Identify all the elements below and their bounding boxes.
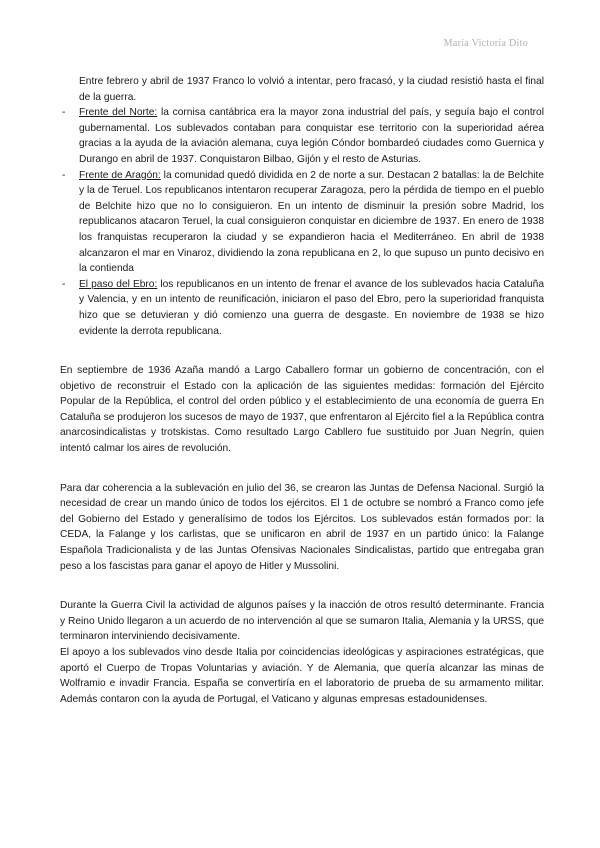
bullet-title: Frente de Aragón: (79, 169, 161, 181)
spacer (60, 339, 544, 363)
bullet-title: Frente del Norte: (79, 107, 158, 119)
author-header: María Victoria Dito (443, 38, 528, 49)
bullet-dash: - (62, 278, 66, 290)
front-list (60, 105, 544, 339)
bullet-dash: - (62, 169, 66, 181)
bullet-text: la comunidad quedó dividida en 2 de norte a sur. Destacan 2 batallas: la de Belchite y la de Teruel. Los republicanos intentaron recuperar Zaragoza, pero la pérdida de tiempo en el pueblo de Belchite hizo que no lo consiguieron. En un intento de disminuir la presión sobre Madrid, los republicanos atacaron Teruel, la cual consiguieron conquistar en diciembre de 1937. En enero de 1938 los franquistas recuperaron la ciudad y se expandieron hacia el Mediterráneo. En abril de 1938 alcanzaron el mar en Vinaroz, dividiendo la zona republicana en 2, lo que supuso un punto decisivo en la contienda (79, 169, 544, 275)
paragraph-internacional: Durante la Guerra Civil la actividad de algunos países y la inacción de otros resultó determinante. Francia y Reino Unido llegaron a un acuerdo de no intervención al que se sumaron Italia, Alemania y la URSS, que terminaron interviniendo decisivamente. (60, 600, 544, 643)
bullet-paso-ebro (60, 277, 544, 339)
bullet-text: la cornisa cantábrica era la mayor zona industrial del país, y seguía bajo el control gubernamental. Los sublevados contaban para conquistar ese territorio con la superioridad aérea gracias a la ayuda de la aviación alemana, cuya legión Cóndor bombardeó ciudades como Guernica y Durango en abril de 1937. Conquistaron Bilbao, Gijón y el resto de Asturias. (79, 107, 544, 165)
paragraph-sublevacion: Para dar coherencia a la sublevación en julio del 36, se crearon las Juntas de Defensa Nacional. Surgió la necesidad de crear un mando único de todos los ejércitos. El 1 de octubre se nombró a Franco como jefe del Gobierno del Estado y generalísimo de todos los Ejércitos. Los sublevados están formados por: la CEDA, la Falange y los carlistas, que se unificaron en abril de 1937 en un partido único: la Falange Española Tradicionalista y de las Juntas Ofensivas Nacionales Sindicalistas, partido que entregaba gran peso a los fascistas para ganar el apoyo de Hitler y Mussolini. (60, 482, 544, 572)
intro-paragraph: Entre febrero y abril de 1937 Franco lo volvió a intentar, pero fracasó, y la ciudad resistió hasta el final de la guerra. (79, 76, 544, 103)
document-body (60, 74, 544, 707)
spacer (60, 457, 544, 481)
bullet-text: los republicanos en un intento de frenar el avance de los sublevados hacia Cataluña y Valencia, y en un intento de reunificación, iniciaron el paso del Ebro, pero la superioridad franquista hizo que se detuvieran y dió comienzo una guerra de desgaste. En noviembre de 1938 se hizo evidente la derrota republicana. (79, 278, 544, 337)
bullet-frente-norte (60, 105, 544, 167)
paragraph-apoyo: El apoyo a los sublevados vino desde Italia por coincidencias ideológicas y aspiraciones estratégicas, que aportó el Cuerpo de Tropas Voluntarias y aviación. Y de Alemania, que quería alcanzar las minas de Wolframio e invadir Francia. España se convertiría en el laboratorio de prueba de su armamento militar. Además contaron con la ayuda de Portugal, el Vaticano y algunas empresas estadounidenses. (60, 647, 544, 705)
bullet-title: El paso del Ebro: (79, 278, 158, 290)
paragraph-gobierno: En septiembre de 1936 Azaña mandó a Largo Caballero formar un gobierno de concentración, con el objetivo de reconstruir el Estado con la aplicación de las siguientes medidas: formación del Ejército Popular de la República, el control del orden público y el establecimiento de una economía de guerra En Cataluña se produjeron los sucesos de mayo de 1937, que enfrentaron al Ejército fiel a la República contra anarcosindicalistas y trotskistas. Como resultado Largo Cabllero fue sustituido por Juan Negrín, quien intentó calmar los aires de revolución. (60, 365, 544, 455)
bullet-frente-aragon (60, 168, 544, 277)
bullet-dash: - (62, 107, 66, 119)
spacer (60, 574, 544, 598)
